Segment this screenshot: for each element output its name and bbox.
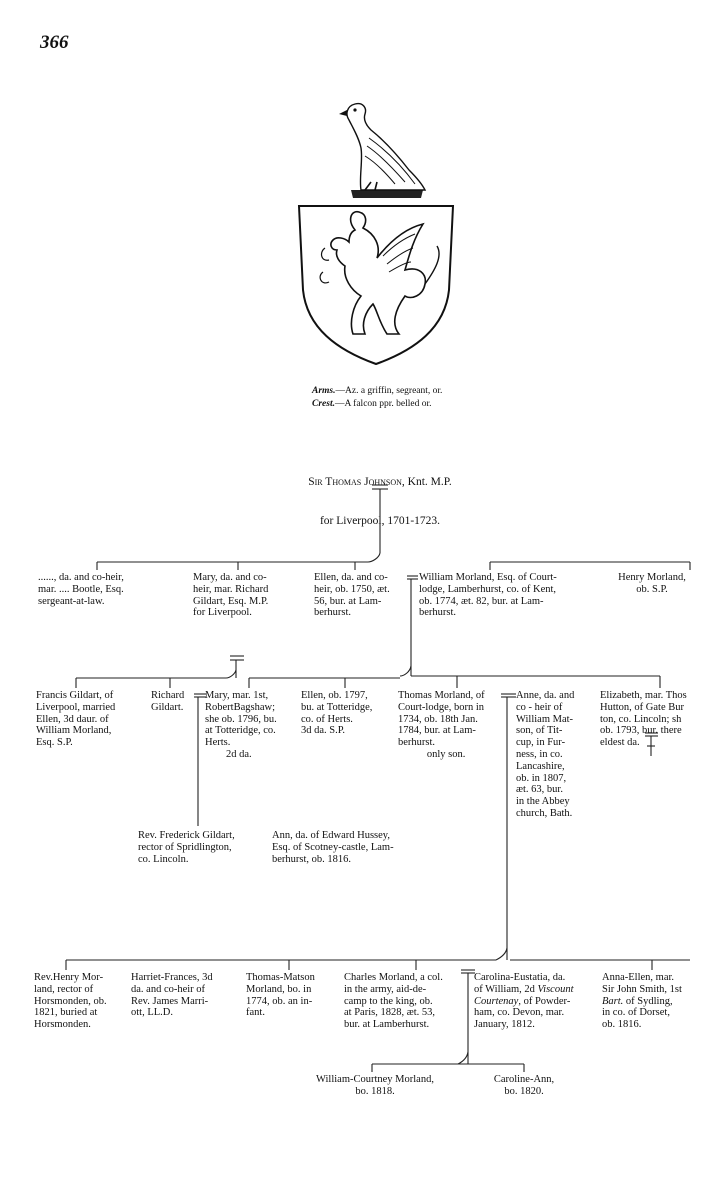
gen2-thomas-morland: Thomas Morland, of Court-lodge, born in 1734, ob. 18th Jan. 1784, bur. at Lam- berhurst. only son. [398,690,485,760]
gen2-anne-matson: Anne, da. and co - heir of William Mat- son, of Tit- cup, in Fur- ness, in co. Lancashire, ob. in 1807, æt. 63, bur. in the Abbey church, Bath. [516,690,575,819]
founder-name: Sir Thomas Johnson [308,476,402,488]
frederick-gildart: Rev. Frederick Gildart, rector of Spridlington, co. Lincoln. [138,830,235,865]
gen2-elizabeth-hutton: Elizabeth, mar. Thos Hutton, of Gate Bur ton, co. Lincoln; sh ob. 1793, bur. there eldest da. [600,690,687,749]
gen1-henry-morland: Henry Morland, ob. S.P. [618,572,686,595]
gen3-henry-morland: Rev.Henry Mor- land, rector of Horsmonden, ob. 1821, buried at Horsmonden. [34,972,107,1031]
gen1-mary-gildart: Mary, da. and co- heir, mar. Richard Gildart, Esq. M.P. for Liverpool. [193,572,269,619]
gen2-ellen: Ellen, ob. 1797, bu. at Totteridge, co. of Herts. 3d da. S.P. [301,690,373,737]
ann-hussey: Ann, da. of Edward Hussey, Esq. of Scotney-castle, Lam- berhurst, ob. 1816. [272,830,394,865]
gen1-ellen: Ellen, da. and co- heir, ob. 1750, æt. 56, bur. at Lam- berhurst. [314,572,390,619]
gen4-william-courtney: William-Courtney Morland, bo. 1818. [316,1074,434,1097]
gen1-william-morland: William Morland, Esq. of Court- lodge, Lamberhurst, co. of Kent, ob. 1774, æt. 82, bur. at Lam- berhurst. [419,572,557,619]
gen3-carolina-eustatia: Carolina-Eustatia, da. of William, 2d Viscount Courtenay, of Powder- ham, co. Devon, mar. January, 1812. [474,972,574,1031]
gen2-mary-bagshaw: Mary, mar. 1st, RobertBagshaw; she ob. 1796, bu. at Totteridge, co. Herts. 2d da. [205,690,277,760]
gen3-anna-ellen: Anna-Ellen, mar. Sir John Smith, 1st Bart. of Sydling, in co. of Dorset, ob. 1816. [602,972,682,1031]
gen4-caroline-ann: Caroline-Ann, bo. 1820. [493,1074,555,1097]
gen3-thomas-matson: Thomas-Matson Morland, bo. in 1774, ob. an in- fant. [246,972,315,1019]
gen3-charles-morland: Charles Morland, a col. in the army, aid-de- camp to the king, ob. at Paris, 1828, æt. 53, bur. at Lamberhurst. [344,972,443,1031]
crest-blazon: Crest.—A falcon ppr. belled or. [312,399,432,409]
page-number: 366 [40,32,69,53]
founder-entry: Sir Thomas Johnson, Knt. M.P. for Liverpool, 1701-1723. [272,450,488,541]
gen2-richard-gildart: Richard Gildart. [151,690,185,713]
arms-blazon: Arms.—Az. a griffin, segreant, or. [312,386,443,396]
gen2-francis-gildart: Francis Gildart, of Liverpool, married Ellen, 3d daur. of William Morland, Esq. S.P. [36,690,116,749]
gen1-daughter-bootle: ......, da. and co-heir, mar. .... Bootle, Esq. sergeant-at-law. [38,572,124,607]
founder-office: for Liverpool, 1701-1723. [319,515,441,527]
gen3-harriet-frances: Harriet-Frances, 3d da. and co-heir of Rev. James Marri- ott, LL.D. [131,972,213,1019]
